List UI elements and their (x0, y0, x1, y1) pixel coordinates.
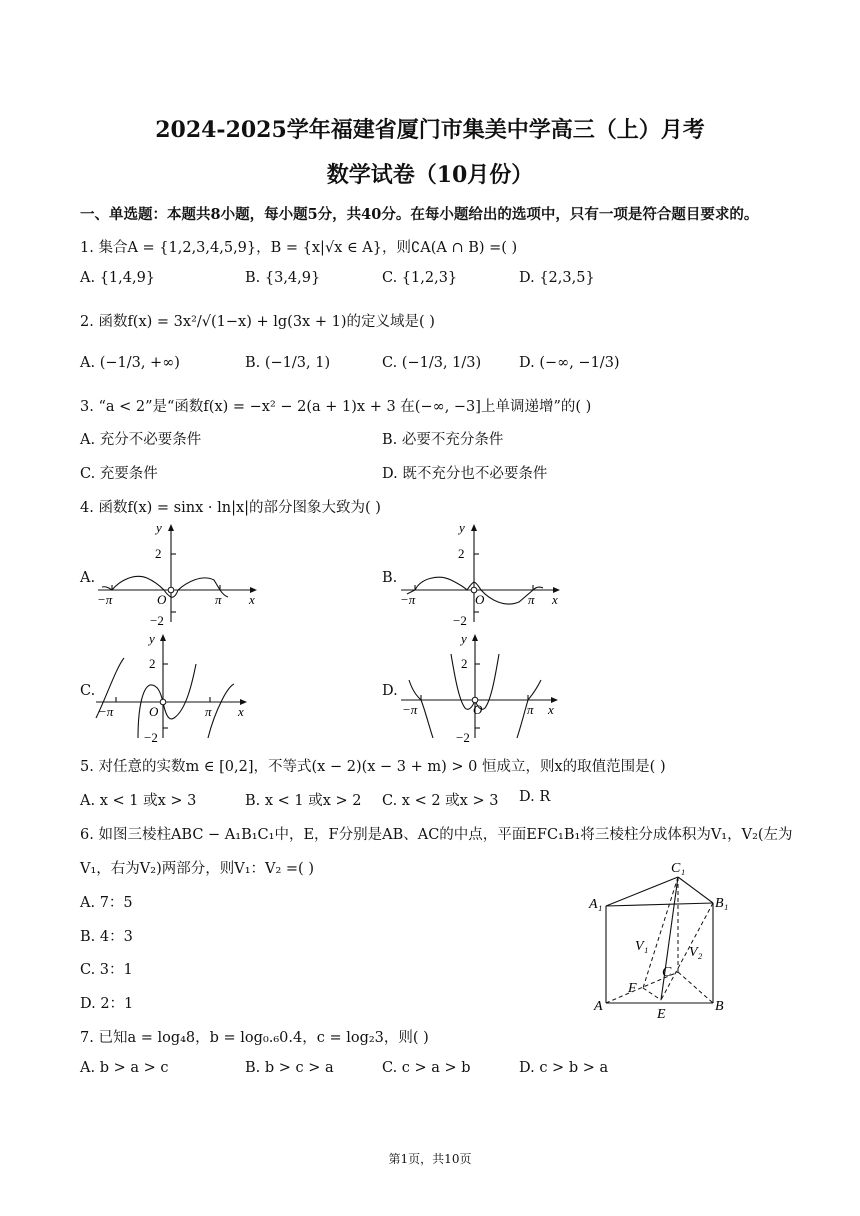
label-A: A (594, 999, 603, 1014)
question-1-stem: 1. 集合A = {1,2,3,4,5,9}，B = {x|√x ∈ A}，则∁A(A ∩ B) =( ) (80, 240, 518, 256)
graph-tick-neg-pi: −π (402, 702, 418, 717)
label-V1: V₁ (635, 939, 649, 954)
graph-origin: O (149, 704, 159, 719)
q3-option-b: B. 必要不充分条件 (382, 432, 504, 448)
graph-tick-neg2: −2 (453, 613, 467, 628)
label-C1: C₁ (671, 861, 686, 876)
graph-y-label: y (461, 631, 467, 646)
label-A1: A₁ (589, 897, 603, 912)
q4-graph-b (395, 518, 570, 630)
graph-y-label: y (149, 631, 155, 646)
graph-origin: O (157, 592, 167, 607)
graph-tick-2: 2 (458, 546, 465, 561)
page-title-line2: 数学试卷（10月份） (326, 162, 534, 188)
question-6-stem-line1: 6. 如图三棱柱ABC − A₁B₁C₁中，E，F分别是AB、AC的中点，平面EFC₁B₁将三棱柱分成体积为V₁，V₂(左为 (80, 827, 793, 843)
q7-option-b: B. b > c > a (245, 1060, 334, 1076)
section-heading: 一、单选题：本题共8小题，每小题5分，共40分。在每小题给出的选项中，只有一项是符合题目要求的。 (80, 206, 759, 223)
q5-option-c: C. x < 2 或x > 3 (382, 793, 499, 809)
graph-tick-2: 2 (149, 656, 156, 671)
q6-option-d: D. 2：1 (80, 996, 134, 1012)
question-2-stem: 2. 函数f(x) = 3x²/√(1−x) + lg(3x + 1)的定义域是( ) (80, 314, 435, 330)
q1-option-c: C. {1,2,3} (382, 270, 458, 286)
q1-option-b: B. {3,4,9} (245, 270, 321, 286)
q4-option-a-label: A. (80, 570, 96, 586)
q6-option-b: B. 4：3 (80, 929, 133, 945)
q6-prism-figure (585, 852, 745, 1022)
graph-x-label: x (548, 702, 554, 717)
graph-tick-pi: π (215, 592, 222, 607)
q2-option-d: D. (−∞, −1/3) (519, 355, 620, 371)
graph-tick-pi: π (528, 592, 535, 607)
q2-option-b: B. (−1/3, 1) (245, 355, 331, 371)
graph-y-label: y (459, 520, 465, 535)
graph-tick-neg-pi: −π (97, 592, 113, 607)
graph-origin: O (473, 702, 483, 717)
q7-option-a: A. b > a > c (80, 1060, 169, 1076)
q3-option-a: A. 充分不必要条件 (80, 432, 202, 448)
graph-tick-neg2: −2 (456, 730, 470, 745)
question-7-stem: 7. 已知a = log₄8，b = log₀.₆0.4，c = log₂3，则( ) (80, 1030, 429, 1046)
graph-tick-pi: π (527, 702, 534, 717)
question-4-stem: 4. 函数f(x) = sinx · ln|x|的部分图象大致为( ) (80, 500, 381, 516)
graph-tick-neg-pi: −π (400, 592, 416, 607)
q3-option-d: D. 既不充分也不必要条件 (382, 466, 548, 482)
q4-option-b-label: B. (382, 570, 398, 586)
label-C: C (662, 965, 672, 980)
graph-origin: O (475, 592, 485, 607)
graph-tick-neg-pi: −π (98, 704, 114, 719)
graph-tick-2: 2 (461, 656, 468, 671)
label-E: E (657, 1007, 666, 1022)
q7-option-c: C. c > a > b (382, 1060, 471, 1076)
graph-x-label: x (238, 704, 244, 719)
q6-option-c: C. 3：1 (80, 962, 133, 978)
label-V2: V₂ (689, 945, 703, 960)
page-title-line1: 2024-2025学年福建省厦门市集美中学高三（上）月考 (155, 117, 705, 143)
graph-tick-2: 2 (155, 546, 162, 561)
page-footer: 第1页，共10页 (388, 1152, 472, 1166)
q3-option-c: C. 充要条件 (80, 466, 158, 482)
q4-option-c-label: C. (80, 683, 96, 699)
q5-option-b: B. x < 1 或x > 2 (245, 793, 362, 809)
graph-x-label: x (249, 592, 255, 607)
graph-x-label: x (552, 592, 558, 607)
q2-option-c: C. (−1/3, 1/3) (382, 355, 482, 371)
question-3-stem: 3. “a < 2”是“函数f(x) = −x² − 2(a + 1)x + 3 在(−∞, −3]上单调递增”的( ) (80, 399, 592, 415)
q1-option-d: D. {2,3,5} (519, 270, 595, 286)
q5-option-d: D. R (519, 789, 551, 805)
question-6-stem-line2: V₁，右为V₂)两部分，则V₁：V₂ =( ) (80, 861, 314, 877)
label-B1: B₁ (715, 896, 729, 911)
q4-graph-c (92, 630, 267, 745)
graph-tick-neg2: −2 (144, 730, 158, 745)
q5-option-a: A. x < 1 或x > 3 (80, 793, 197, 809)
question-5-stem: 5. 对任意的实数m ∈ [0,2]，不等式(x − 2)(x − 3 + m) > 0 恒成立，则x的取值范围是( ) (80, 759, 666, 775)
label-F: F (628, 981, 637, 996)
graph-tick-pi: π (205, 704, 212, 719)
graph-tick-neg2: −2 (150, 613, 164, 628)
q4-graph-a (92, 518, 267, 630)
q1-option-a: A. {1,4,9} (80, 270, 156, 286)
q6-option-a: A. 7：5 (80, 895, 133, 911)
q2-option-a: A. (−1/3, +∞) (80, 355, 180, 371)
q4-graph-d (395, 630, 570, 745)
label-B: B (715, 999, 724, 1014)
q4-option-d-label: D. (382, 683, 398, 699)
graph-y-label: y (156, 520, 162, 535)
q7-option-d: D. c > b > a (519, 1060, 609, 1076)
